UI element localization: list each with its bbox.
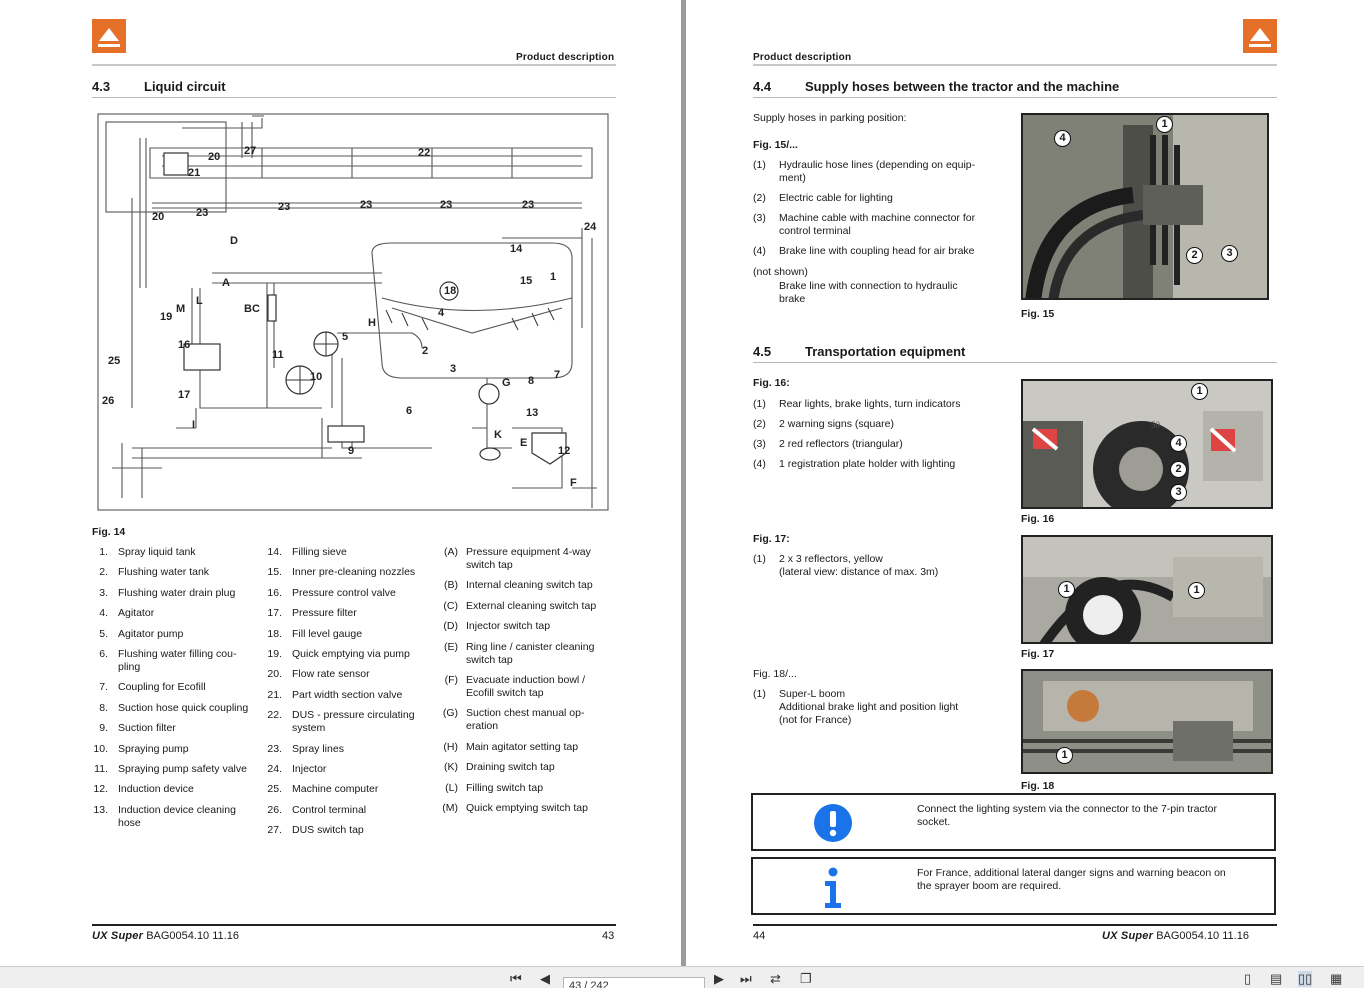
legend-item-number: (C)	[443, 599, 458, 612]
legend-item-number: 20.	[267, 668, 282, 681]
section-title: Liquid circuit	[144, 79, 226, 94]
legend-item-text: Quick emptying via pump	[292, 648, 410, 660]
header-rule	[92, 64, 616, 66]
list-item-text: 2 warning signs (square)	[779, 418, 894, 430]
info-icon	[821, 867, 845, 914]
svg-text:22: 22	[418, 147, 431, 159]
list-item-number: (4)	[753, 245, 766, 257]
fig16-callout-2: 2	[1170, 461, 1187, 478]
legend-item-text: Spray liquid tank	[118, 546, 196, 558]
single-page-view-icon[interactable]: ▯	[1244, 971, 1252, 986]
legend-item-text: Induction device cleaning hose	[118, 803, 236, 829]
continuous-view-icon[interactable]: ▤	[1270, 971, 1283, 986]
svg-text:A: A	[222, 277, 230, 289]
fig17-list	[753, 553, 1013, 593]
list-item-number: (2)	[753, 192, 766, 204]
fig15-caption: Fig. 15	[1021, 308, 1055, 320]
legend-item-text: Pressure control valve	[292, 586, 396, 599]
svg-text:23: 23	[278, 201, 291, 213]
fit-page-icon[interactable]: ⇄	[770, 971, 781, 986]
legend-item-number: 12.	[93, 783, 108, 796]
fig15-callout-2: 2	[1186, 247, 1203, 264]
section-rule	[753, 362, 1277, 363]
svg-text:20: 20	[208, 151, 221, 163]
legend-item-text: Coupling for Ecofill	[118, 681, 206, 694]
section-number: 4.4	[753, 79, 772, 94]
legend-item-text: Injector	[292, 763, 327, 775]
svg-text:H: H	[368, 317, 376, 329]
svg-text:K: K	[494, 429, 502, 441]
list-item-number: (4)	[753, 458, 766, 470]
footer-rule	[92, 924, 616, 926]
legend-item-text: Inner pre-cleaning nozzles	[292, 566, 416, 579]
section-4-5-heading	[753, 344, 965, 359]
list-item-text: Brake line with coupling head for air brake	[779, 245, 975, 257]
svg-text:G: G	[502, 377, 511, 389]
legend-item-number: 2.	[99, 566, 108, 579]
legend-item-text: Filling sieve	[292, 546, 347, 558]
svg-text:BC: BC	[244, 303, 260, 315]
svg-text:7: 7	[554, 369, 561, 381]
fig16-callout-3: 3	[1170, 484, 1187, 501]
footer-brand: UX Super	[92, 930, 144, 942]
legend-item-number: (F)	[444, 674, 458, 686]
legend-item-number: 15.	[267, 566, 282, 579]
next-page-icon[interactable]: ▶	[714, 971, 724, 986]
fig18-ref: Fig. 18/...	[753, 668, 797, 680]
legend-item-number: 16.	[267, 586, 282, 599]
legend-item-text: Main agitator setting tap	[466, 740, 579, 753]
legend-item-text: Agitator	[118, 607, 155, 620]
legend-item-number: (K)	[444, 761, 458, 774]
note-france	[751, 857, 1276, 915]
fig17-ref: Fig. 17:	[753, 533, 790, 545]
header-rule	[753, 64, 1277, 66]
list-item-number: (1)	[753, 553, 766, 565]
section-title: Supply hoses between the tractor and the machine	[805, 79, 1120, 94]
fig15-callout-4: 4	[1054, 130, 1071, 147]
legend-item-text: Agitator pump	[118, 627, 184, 640]
section-title: Transportation equipment	[805, 344, 966, 359]
svg-text:10: 10	[310, 371, 323, 383]
legend-item-number: (A)	[444, 546, 458, 558]
legend-item-number: 6.	[99, 648, 108, 660]
legend-item-number: 14.	[267, 546, 282, 558]
legend-item-text: Machine computer	[292, 783, 379, 796]
svg-text:8: 8	[528, 375, 535, 387]
svg-text:I: I	[192, 419, 196, 431]
fig15-callout-1: 1	[1156, 116, 1173, 133]
legend-item-text: DUS switch tap	[292, 824, 364, 837]
page-44	[686, 0, 1364, 966]
legend-item-text: Pressure filter	[292, 607, 357, 620]
legend-item-text: Flow rate sensor	[292, 668, 370, 681]
footer-right	[1102, 930, 1249, 942]
legend-item-number: 19.	[267, 648, 282, 660]
footer-doc: BAG0054.10 11.16	[1156, 930, 1249, 942]
header-label: Product description	[516, 52, 615, 63]
fig15-callout-3: 3	[1221, 245, 1238, 262]
section-number: 4.5	[753, 344, 772, 359]
fig18-callout-1: 1	[1056, 747, 1073, 764]
legend-item-number: 21.	[267, 688, 282, 701]
legend-item-text: DUS - pressure circulating system	[292, 709, 415, 735]
svg-text:9: 9	[348, 445, 355, 457]
legend-item-number: 10.	[93, 742, 108, 755]
two-page-continuous-icon[interactable]: ▦	[1330, 971, 1343, 986]
list-item-number: (3)	[753, 212, 766, 224]
svg-text:M: M	[176, 303, 186, 315]
svg-text:13: 13	[526, 407, 539, 419]
legend-item-number: 22.	[267, 709, 282, 722]
legend-item-text: Pressure equipment 4-way switch tap	[466, 546, 591, 571]
legend-column-3	[440, 546, 620, 836]
list-item-text: Rear lights, brake lights, turn indicators	[779, 398, 961, 410]
svg-text:23: 23	[196, 207, 209, 219]
svg-text:3: 3	[450, 363, 457, 375]
legend-item-number: 4.	[99, 607, 108, 620]
prev-page-icon[interactable]: ◀	[540, 971, 550, 986]
note-lighting	[751, 793, 1276, 851]
legend-item-text: Spraying pump	[118, 742, 189, 755]
fig17-caption: Fig. 17	[1021, 648, 1055, 660]
legend-item-text: Spraying pump safety valve	[118, 763, 247, 775]
amazone-logo	[92, 19, 126, 53]
two-page-view-icon[interactable]: ▯▯	[1298, 971, 1313, 986]
legend-item-text: Induction device	[118, 783, 194, 796]
legend-item-number: (B)	[444, 579, 458, 592]
section-4-4-heading	[753, 79, 1119, 94]
svg-text:17: 17	[178, 389, 191, 401]
legend-column-2	[266, 546, 436, 836]
legend-item-number: 11.	[94, 763, 108, 775]
svg-text:6: 6	[406, 405, 413, 417]
legend-item-number: 26.	[267, 803, 282, 816]
fig17-callout-1a: 1	[1058, 581, 1075, 598]
svg-text:23: 23	[522, 199, 535, 211]
list-item-number: (1)	[753, 398, 766, 410]
svg-text:18: 18	[444, 285, 457, 297]
svg-text:27: 27	[244, 145, 257, 157]
svg-text:19: 19	[160, 311, 173, 323]
svg-text:15: 15	[520, 275, 533, 287]
legend-item-number: 9.	[99, 722, 108, 735]
not-shown-item: Brake line with connection to hydraulic brake	[779, 280, 958, 305]
fig15-list	[753, 159, 1013, 259]
fig16-callout-1: 1	[1191, 383, 1208, 400]
svg-text:2: 2	[422, 345, 429, 357]
fig16-callout-4: 4	[1170, 435, 1187, 452]
svg-text:23: 23	[360, 199, 373, 211]
legend-item-text: Flushing water drain plug	[118, 586, 236, 599]
legend-item-text: Draining switch tap	[466, 761, 555, 774]
viewer-toolbar	[0, 966, 1364, 988]
legend-item-number: 3.	[99, 586, 108, 599]
svg-text:D: D	[230, 235, 238, 247]
note-france-text: For France, additional lateral danger signs and warning beacon on the sprayer boom are required.	[917, 867, 1226, 892]
page-number: 43	[602, 930, 615, 942]
svg-text:26: 26	[102, 395, 115, 407]
legend-item-text: Flushing water filling cou- pling	[118, 648, 237, 673]
svg-text:24: 24	[584, 221, 597, 233]
footer-rule	[753, 924, 1277, 926]
list-item-number: (1)	[753, 159, 766, 171]
svg-text:4: 4	[438, 307, 445, 319]
list-item-number: (2)	[753, 418, 766, 430]
list-item-number: (1)	[753, 688, 766, 700]
fig16-ref: Fig. 16:	[753, 377, 790, 389]
list-item-text: 2 red reflectors (triangular)	[779, 438, 903, 450]
legend-item-number: 1.	[99, 546, 108, 558]
svg-text:23: 23	[440, 199, 453, 211]
legend-item-number: 23.	[267, 742, 282, 755]
legend-item-number: (D)	[443, 620, 458, 633]
copy-page-icon[interactable]: ❐	[800, 971, 812, 986]
legend-item-text: Internal cleaning switch tap	[466, 579, 593, 592]
supply-hoses-intro: Supply hoses in parking position:	[753, 112, 907, 124]
section-heading	[92, 79, 226, 94]
svg-text:20: 20	[152, 211, 165, 223]
legend-item-text: External cleaning switch tap	[466, 599, 597, 612]
list-item-number: (3)	[753, 438, 766, 450]
legend-item-number: (L)	[445, 781, 458, 794]
legend-item-number: 7.	[99, 681, 108, 694]
legend-item-number: 5.	[99, 627, 108, 640]
page-number: 44	[753, 930, 766, 942]
legend-item-number: 24.	[267, 763, 282, 775]
legend-item-text: Control terminal	[292, 803, 367, 816]
legend-item-text: Part width section valve	[292, 688, 403, 701]
legend-item-text: Suction filter	[118, 722, 176, 735]
footer-doc: BAG0054.10 11.16	[146, 930, 239, 942]
legend-item-text: Flushing water tank	[118, 566, 210, 579]
fig18-caption: Fig. 18	[1021, 780, 1055, 792]
legend-item-text: Spray lines	[292, 742, 344, 755]
svg-text:16: 16	[178, 339, 191, 351]
legend-item-text: Injector switch tap	[466, 620, 551, 633]
list-item-text: 2 x 3 reflectors, yellow (lateral view: distance of max. 3m)	[779, 553, 939, 578]
legend-item-number: 18.	[267, 627, 282, 640]
svg-text:5: 5	[342, 331, 349, 343]
legend-item-text: Fill level gauge	[292, 627, 363, 640]
not-shown-label: (not shown)	[753, 266, 808, 278]
section-rule	[92, 97, 616, 98]
amazone-logo	[1243, 19, 1277, 53]
header-label: Product description	[753, 52, 852, 63]
svg-text:1: 1	[550, 271, 557, 283]
legend-item-number: (H)	[443, 740, 458, 753]
fig16-photo	[1021, 379, 1273, 509]
first-page-icon[interactable]: ⏮	[510, 971, 522, 986]
legend-item-text: Evacuate induction bowl / Ecofill switch tap	[466, 674, 586, 699]
list-item-text: Machine cable with machine connector for control terminal	[779, 212, 976, 237]
fig16-list	[753, 398, 1013, 478]
svg-text:12: 12	[558, 445, 571, 457]
exclamation-icon	[813, 803, 853, 848]
note-lighting-text: Connect the lighting system via the connector to the 7-pin tractor socket.	[917, 803, 1217, 828]
svg-text:14: 14	[510, 243, 523, 255]
legend-item-number: 25.	[267, 783, 282, 796]
fig18-list	[753, 688, 1013, 733]
legend-item-number: 27.	[267, 824, 282, 837]
svg-text:F: F	[570, 477, 577, 489]
page-43	[0, 0, 681, 966]
legend-item-text: Suction hose quick coupling	[118, 701, 249, 714]
list-item-text: Super-L boom Additional brake light and position light (not for France)	[779, 688, 959, 726]
svg-text:25: 25	[108, 355, 121, 367]
svg-text:11: 11	[272, 349, 284, 361]
legend-item-text: Quick emptying switch tap	[466, 802, 588, 814]
section-rule	[753, 97, 1277, 98]
legend-column-1	[92, 546, 262, 836]
footer-brand: UX Super	[1102, 930, 1154, 942]
footer-left	[92, 930, 239, 942]
legend-item-number: (E)	[444, 640, 458, 653]
fig17-callout-1b: 1	[1188, 582, 1205, 599]
last-page-icon[interactable]: ⏭	[740, 971, 752, 986]
list-item-text: 1 registration plate holder with lighting	[779, 458, 956, 470]
legend-item-number: 13.	[93, 803, 108, 816]
fig15-ref: Fig. 15/...	[753, 139, 798, 151]
legend-item-text: Suction chest manual op- eration	[466, 707, 585, 733]
legend-item-number: (G)	[442, 707, 458, 720]
page-number-input[interactable]: 43 / 242	[563, 977, 705, 988]
list-item-text: Electric cable for lighting	[779, 192, 893, 204]
fig16-label-50: 50	[1151, 420, 1160, 430]
list-item-text: Hydraulic hose lines (depending on equip- ment)	[779, 159, 976, 184]
legend-item-text: Ring line / canister cleaning switch tap	[466, 640, 595, 666]
legend-item-number: 8.	[99, 701, 108, 714]
svg-text:21: 21	[188, 167, 201, 179]
legend-item-number: 17.	[267, 607, 282, 620]
section-number: 4.3	[92, 79, 111, 94]
svg-text:L: L	[196, 295, 203, 307]
legend-item-number: (M)	[442, 802, 458, 814]
svg-text:E: E	[520, 437, 528, 449]
liquid-circuit-diagram	[92, 108, 616, 514]
fig16-caption: Fig. 16	[1021, 513, 1055, 525]
fig14-caption: Fig. 14	[92, 526, 126, 538]
legend-item-text: Filling switch tap	[466, 781, 544, 794]
